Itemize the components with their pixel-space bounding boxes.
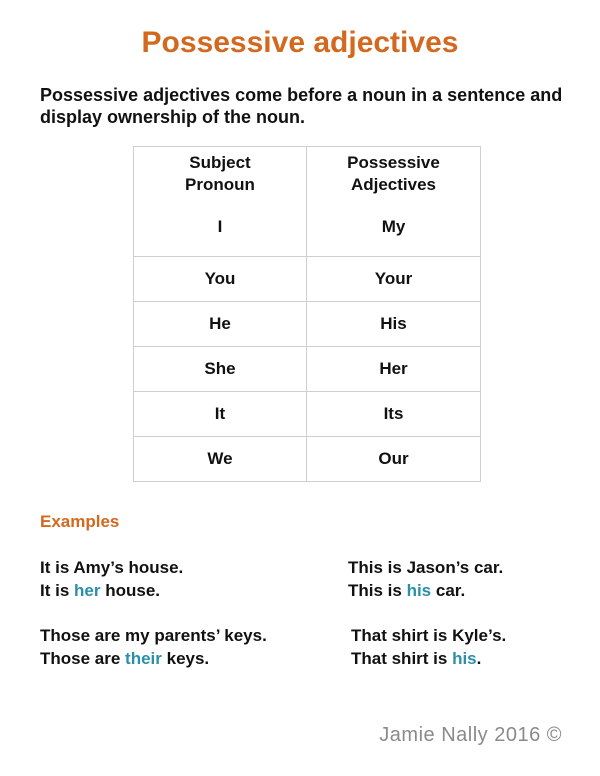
table-row — [134, 302, 481, 347]
possessive-highlight: his — [452, 649, 477, 668]
table-row — [134, 437, 481, 482]
example-original: It is Amy’s house. — [40, 558, 184, 577]
example-rewrite — [40, 580, 160, 602]
table-cell-possessive: Its — [307, 392, 481, 437]
table-cell-subject: I — [217, 217, 223, 236]
possessive-highlight: his — [406, 581, 432, 600]
header-subject-pronoun: Subject Pronoun — [185, 153, 255, 194]
possessive-highlight: their — [125, 649, 162, 668]
example-rewrite-suffix: keys. — [161, 649, 210, 668]
table-cell-possessive: Your — [307, 257, 481, 302]
table-cell-subject: He — [134, 302, 307, 347]
intro-text: Possessive adjectives come before a noun in a sentence and display ownership of the noun. — [40, 85, 563, 127]
example-rewrite-prefix: That shirt is — [351, 649, 453, 668]
example-rewrite — [348, 580, 465, 602]
example-original: This is Jason’s car. — [348, 558, 504, 577]
page-title: Possessive adjectives — [141, 26, 459, 59]
subject-pronoun-column — [134, 147, 307, 257]
table-row — [134, 347, 481, 392]
possessive-adjective-column — [307, 147, 481, 257]
table-cell-possessive: His — [307, 302, 481, 347]
table-cell-subject: We — [134, 437, 307, 482]
table-header-row — [134, 147, 481, 257]
example-rewrite-suffix: house. — [100, 581, 160, 600]
pronoun-table — [133, 146, 481, 482]
table-row — [134, 392, 481, 437]
example-rewrite — [351, 648, 481, 670]
example-rewrite-prefix: It is — [40, 581, 75, 600]
author-credit: Jamie Nally 2016 © — [379, 724, 562, 746]
example-rewrite-suffix: car. — [431, 581, 466, 600]
table-row — [134, 257, 481, 302]
table-cell-possessive: Her — [307, 347, 481, 392]
possessive-highlight: her — [74, 581, 101, 600]
table-cell-possessive: My — [381, 217, 406, 236]
table-cell-possessive: Our — [307, 437, 481, 482]
example-rewrite — [40, 648, 209, 670]
example-rewrite-suffix: . — [476, 649, 482, 668]
table-cell-subject: You — [134, 257, 307, 302]
example-rewrite-prefix: Those are — [40, 649, 126, 668]
header-possessive-adjective: Possessive Adjectives — [347, 153, 440, 194]
table-cell-subject: It — [134, 392, 307, 437]
examples-heading: Examples — [40, 512, 120, 531]
example-original: That shirt is Kyle’s. — [351, 626, 507, 645]
example-original: Those are my parents’ keys. — [40, 626, 267, 645]
example-rewrite-prefix: This is — [348, 581, 407, 600]
table-cell-subject: She — [134, 347, 307, 392]
